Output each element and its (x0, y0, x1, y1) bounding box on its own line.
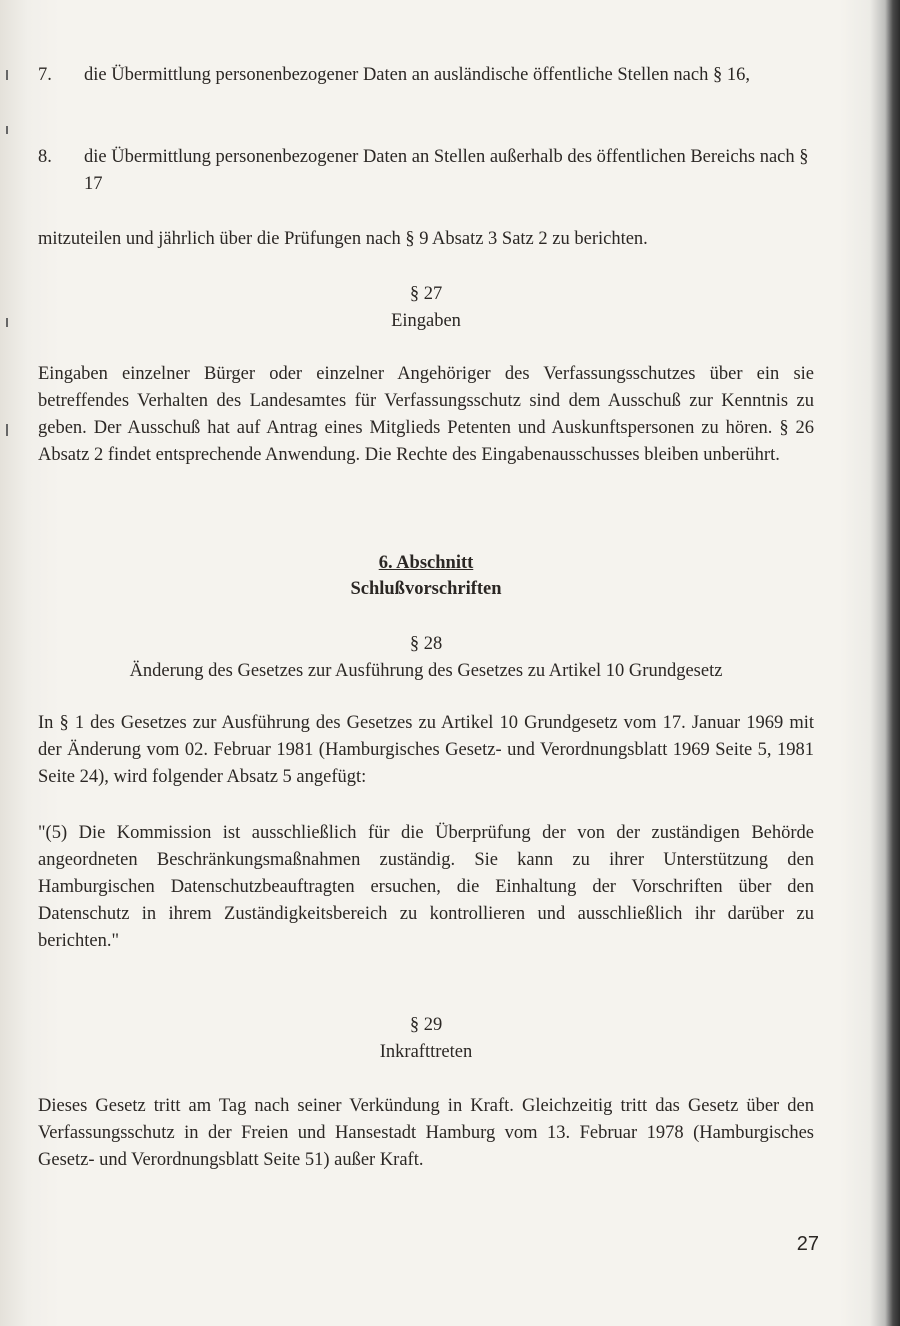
section-28-number: § 28 (409, 634, 443, 654)
chapter-title: Schlußvorschriften (350, 579, 502, 599)
page-number: 27 (796, 1233, 819, 1255)
section-27-number: § 27 (409, 284, 443, 304)
list-item-number: 8. (38, 147, 52, 167)
list-item (38, 62, 814, 89)
section-29-text: Dieses Gesetz tritt am Tag nach seiner Verkündung in Kraft. Gleichzeitig tritt das Gesetz über den Verfassungsschutz in der Freien und Hansestadt Hamburg vom 13. Februar 1978 (Hamburgisches Gesetz- und Verordnungsblatt Seite 51) außer Kraft. (38, 1096, 814, 1170)
list-item-text: die Übermittlung personenbezogener Daten an Stellen außerhalb des öffentlichen Bereichs nach § 17 (84, 147, 809, 194)
closing-sentence: mitzuteilen und jährlich über die Prüfungen nach § 9 Absatz 3 Satz 2 zu berichten. (38, 229, 648, 249)
section-27-title: Eingaben (391, 311, 461, 331)
list-item-text: die Übermittlung personenbezogener Daten an ausländische öffentliche Stellen nach § 16, (84, 65, 750, 85)
section-27-text: Eingaben einzelner Bürger oder einzelner Angehöriger des Verfassungsschutzes über ein sie betreffendes Verhalten des Landesamtes für Verfassungsschutz sind dem Ausschuß zur Kenntnis zu geben. Der Ausschuß hat auf Antrag eines Mitglieds Petenten und Auskunftspersonen zu hören. § 26 Absatz 2 findet entsprechende Anwendung. Die Rechte des Eingabenausschusses bleiben unberührt. (38, 364, 814, 465)
section-29-title: Inkrafttreten (379, 1042, 473, 1062)
chapter-number: 6. Abschnitt (378, 553, 474, 573)
list-item (38, 144, 814, 198)
section-29-number: § 29 (409, 1015, 443, 1035)
section-28-quote: "(5) Die Kommission ist ausschließlich für die Überprüfung der von der zuständigen Behörde angeordneten Beschränkungsmaßnahmen zuständig. Sie kann zu ihrer Unterstützung den Hamburgischen Datenschutzbeauftragten ersuchen, die Einhaltung der Vorschriften über den Datenschutz in ihrem Zuständigkeitsbereich zu kontrollieren und ausschließlich ihr darüber zu berichten." (38, 823, 814, 951)
section-28-title: Änderung des Gesetzes zur Ausführung des Gesetzes zu Artikel 10 Grundgesetz (129, 661, 723, 681)
list-item-number: 7. (38, 65, 52, 85)
section-28-text: In § 1 des Gesetzes zur Ausführung des Gesetzes zu Artikel 10 Grundgesetz vom 17. Januar 1969 mit der Änderung vom 02. Februar 1981 (Hamburgisches Gesetz- und Verordnungsblatt 1969 Seite 5, 1981 Seite 24), wird folgender Absatz 5 angefügt: (38, 713, 814, 787)
